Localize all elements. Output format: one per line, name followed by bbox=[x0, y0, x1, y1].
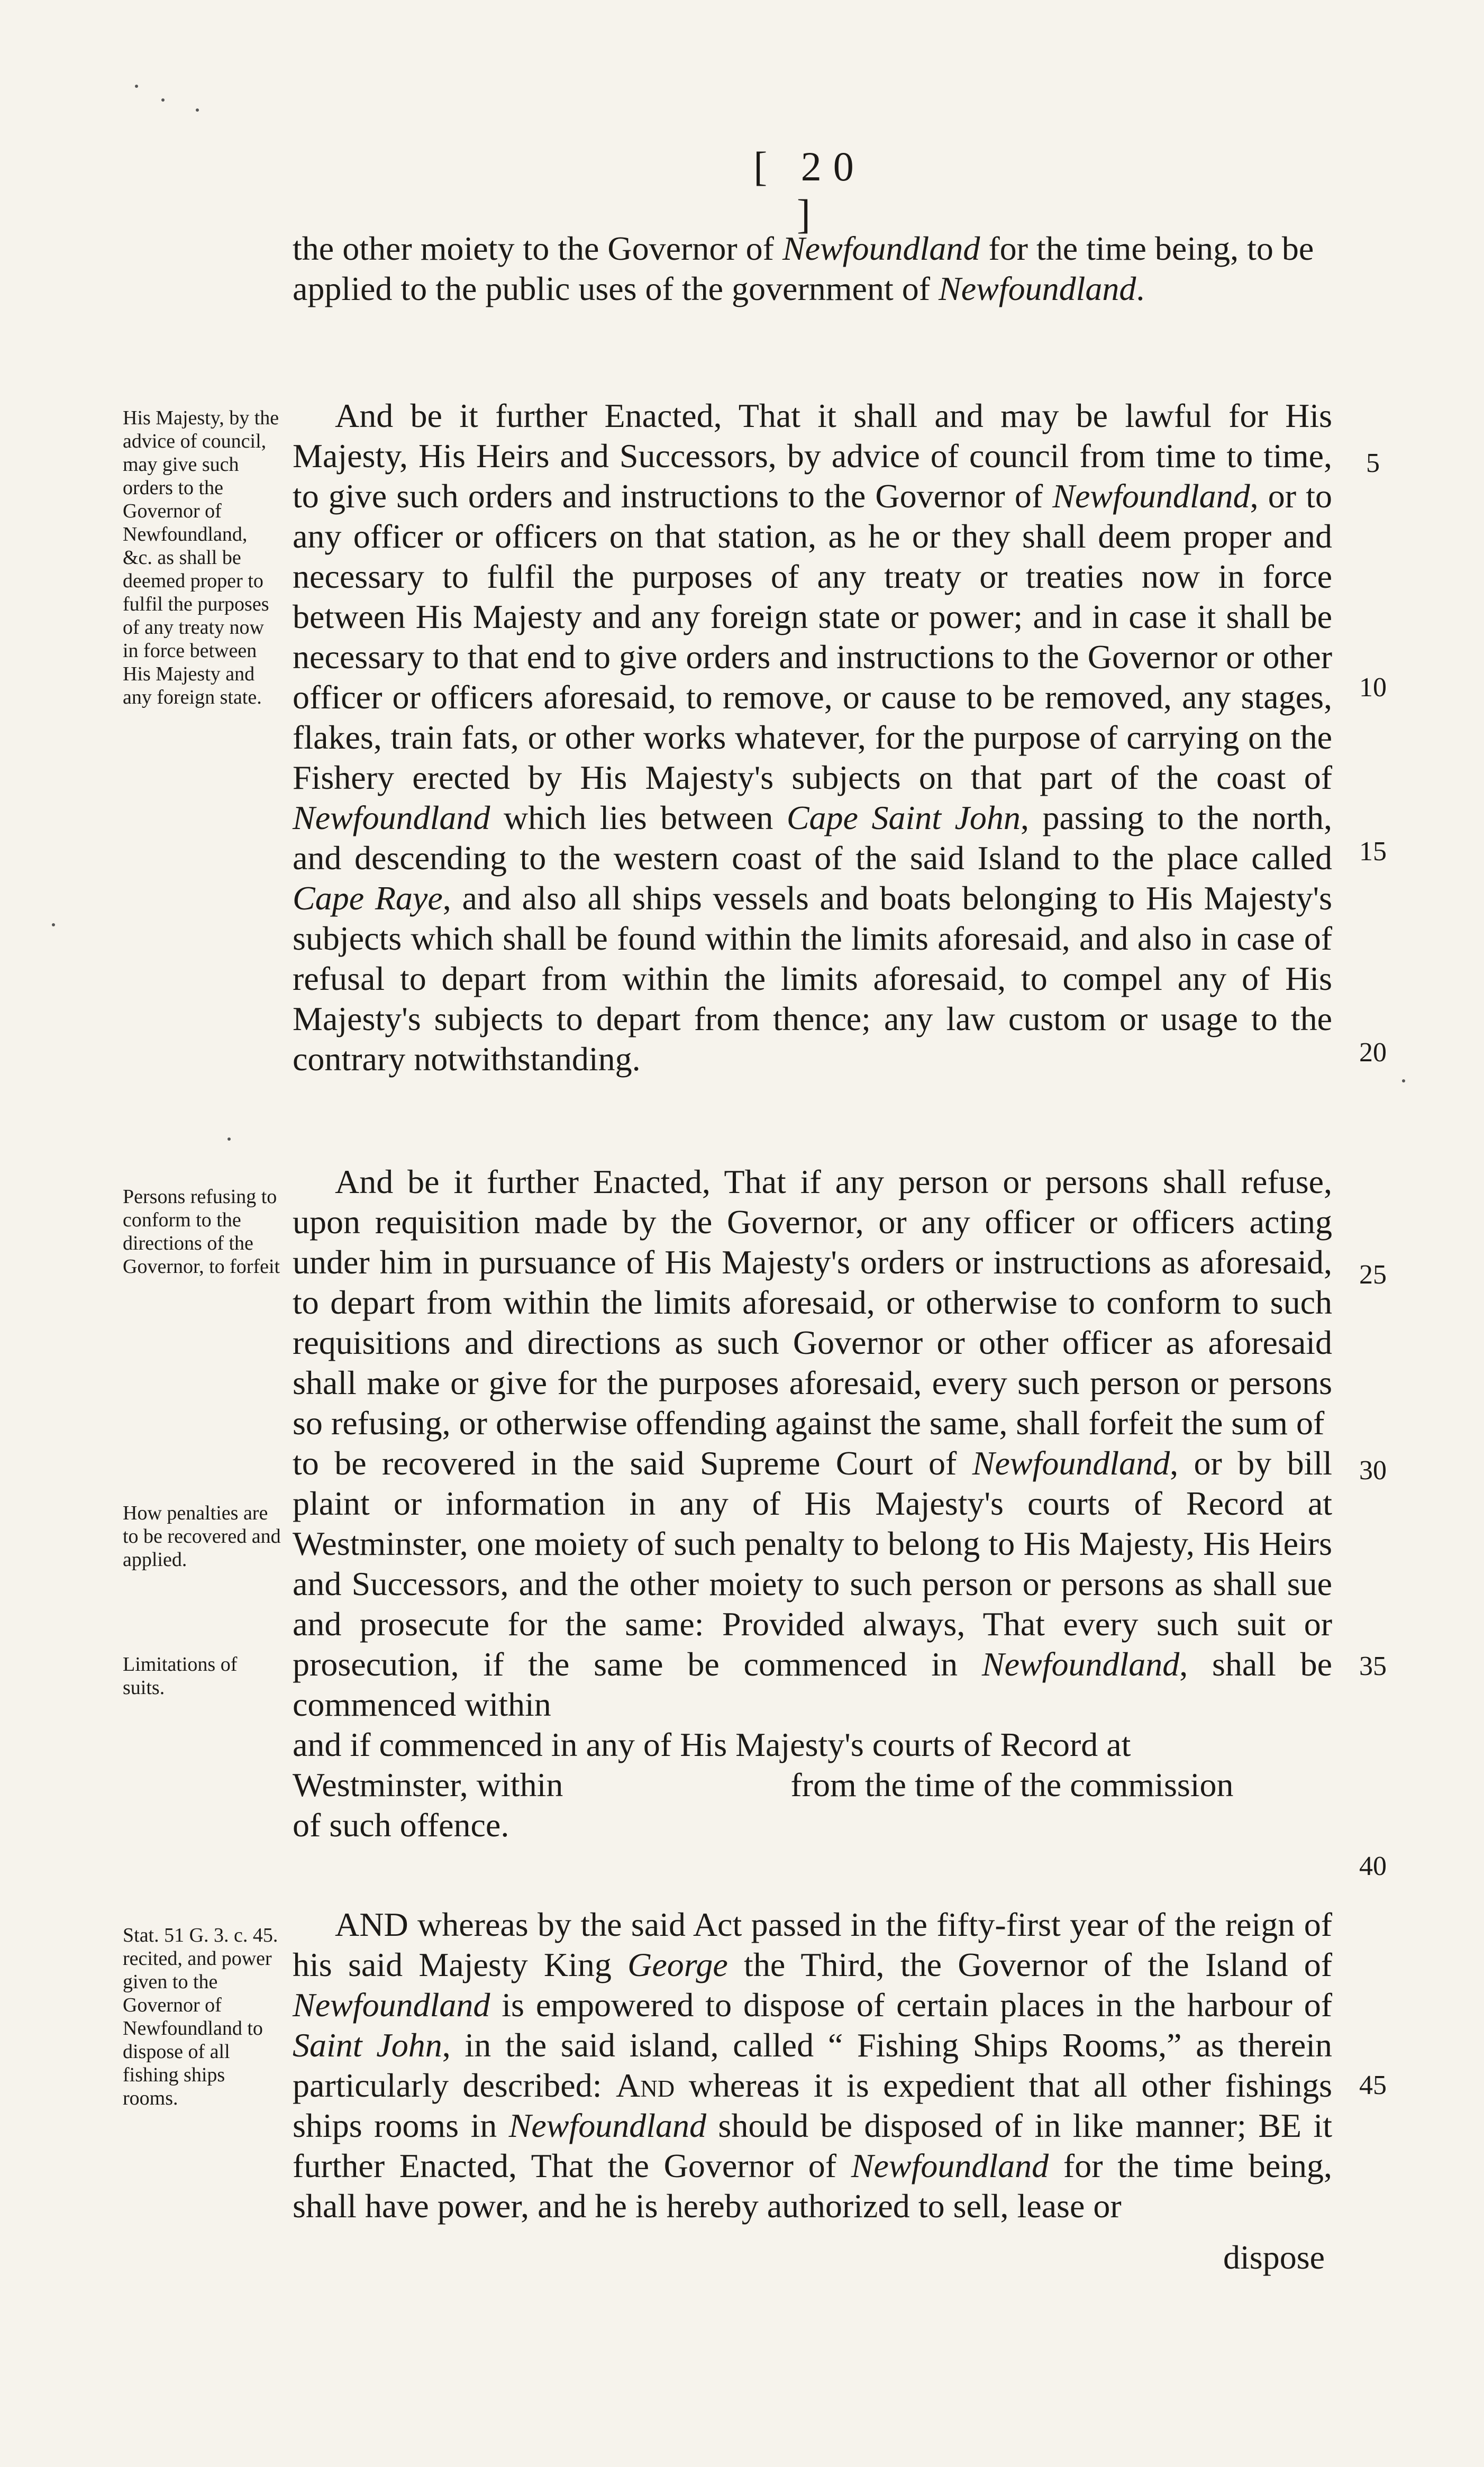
side-note-refusal: Persons refusing to conform to the directions of the Governor, to forfeit bbox=[123, 1186, 280, 1278]
section-fishing-ships-rooms: AND whereas by the said Act passed in the fifty-first year of the reign of his said Majesty King George the Third, the Governor of the Island of Newfoundland is empowered to dispose of certain places in the harbour of Saint John, in the said island, called “ Fishing Ships Rooms,” as therein particularly described: And whereas it is expedient that all other fishings ships rooms in Newfoundland should be disposed of in like manner; BE it further Enacted, That the Governor of Newfoundland for the time being, shall have power, and he is hereby authorized to sell, lease or bbox=[293, 1906, 1333, 2225]
penalty-line-offence: of such offence. bbox=[293, 1806, 509, 1844]
line-number: 40 bbox=[1359, 1851, 1387, 1881]
continuation-paragraph: the other moiety to the Governor of Newfoundland for the time being, to be applied to the public uses of the government of Newfoundland. bbox=[293, 230, 1314, 307]
penalty-line-within: Westminster, within from the time of the commission bbox=[293, 1766, 1234, 1804]
line-number: 15 bbox=[1359, 836, 1387, 867]
print-speck bbox=[227, 1137, 231, 1141]
penalty-paragraph-part1: And be it further Enacted, That if any person or persons shall refuse, upon requisition made by the Governor, or any officer or officers acting under him in pursuance of His Majesty's orders or instructions as aforesaid, to depart from within the limits aforesaid, or otherwise to conform to such requisitions and directions as such Governor or other officer as aforesaid shall make or give for the purposes aforesaid, every such person or persons so refusing, or otherwise offending against the same, shall forfeit the sum of bbox=[293, 1163, 1332, 1442]
line-number: 30 bbox=[1359, 1455, 1387, 1486]
section-treaty-orders: And be it further Enacted, That it shall and may be lawful for His Majesty, His Heirs and Successors, by advice of council from time to time, to give such orders and instructions to the Governor of Newfoundland, or to any officer or officers on that station, as he or they shall deem proper and necessary to fulfil the purposes of any treaty or treaties now in force between His Majesty and any foreign state or power; and in case it shall be necessary to that end to give orders and instructions to the Governor or other officer or officers aforesaid, to remove, or cause to be removed, any stages, flakes, train fats, or other works whatever, for the purpose of carrying on the Fishery erected by His Majesty's subjects on that part of the coast of Newfoundland which lies between Cape Saint John, passing to the north, and descending to the western coast of the said Island to the place called Cape Raye, and also all ships vessels and boats belonging to His Majesty's subjects which shall be found within the limits aforesaid, and also in case of refusal to depart from within the limits aforesaid, to compel any of His Majesty's subjects to depart from thence; any law custom or usage to the contrary notwithstanding. bbox=[293, 397, 1333, 1078]
print-speck bbox=[196, 108, 199, 112]
line-number: 45 bbox=[1359, 2070, 1387, 2100]
page-number: [ 20 ] bbox=[753, 143, 866, 237]
print-speck bbox=[135, 85, 138, 88]
side-note-treaty: His Majesty, by the advice of council, may give such orders to the Governor of Newfoundland, &c. as shall be deemed proper to fulfil the purposes of any treaty now in force between His Majesty and any foreign state. bbox=[123, 407, 279, 708]
line-number: 25 bbox=[1359, 1260, 1387, 1290]
print-speck bbox=[52, 923, 55, 926]
side-note-limitations: Limitations of suits. bbox=[123, 1653, 238, 1699]
section-refusal-penalty bbox=[293, 1162, 1332, 1845]
line-number: 35 bbox=[1359, 1651, 1387, 1681]
penalty-line-westminster: and if commenced in any of His Majesty's courts of Record at bbox=[293, 1726, 1131, 1763]
line-number: 20 bbox=[1359, 1037, 1387, 1068]
print-speck bbox=[161, 98, 165, 102]
line-number: 10 bbox=[1359, 672, 1387, 703]
side-note-statute: Stat. 51 G. 3. c. 45. recited, and power given to the Governor of Newfoundland to dispose of all fishing ships rooms. bbox=[123, 1924, 278, 2109]
penalty-paragraph-part2: to be recovered in the said Supreme Court of Newfoundland, or by bill plaint or information in any of His Majesty's courts of Record at Westminster, one moiety of such penalty to belong to His Majesty, His Heirs and Successors, and the other moiety to such person or persons as shall sue and prosecute for the same: Provided always, That every such suit or prosecution, if the same be commenced in Newfoundland, shall be commenced within bbox=[293, 1444, 1333, 1723]
print-speck bbox=[1402, 1079, 1405, 1082]
side-note-penalties: How penalties are to be recovered and applied. bbox=[123, 1502, 281, 1571]
catchword: dispose bbox=[1223, 2238, 1325, 2276]
line-number: 5 bbox=[1366, 448, 1380, 478]
